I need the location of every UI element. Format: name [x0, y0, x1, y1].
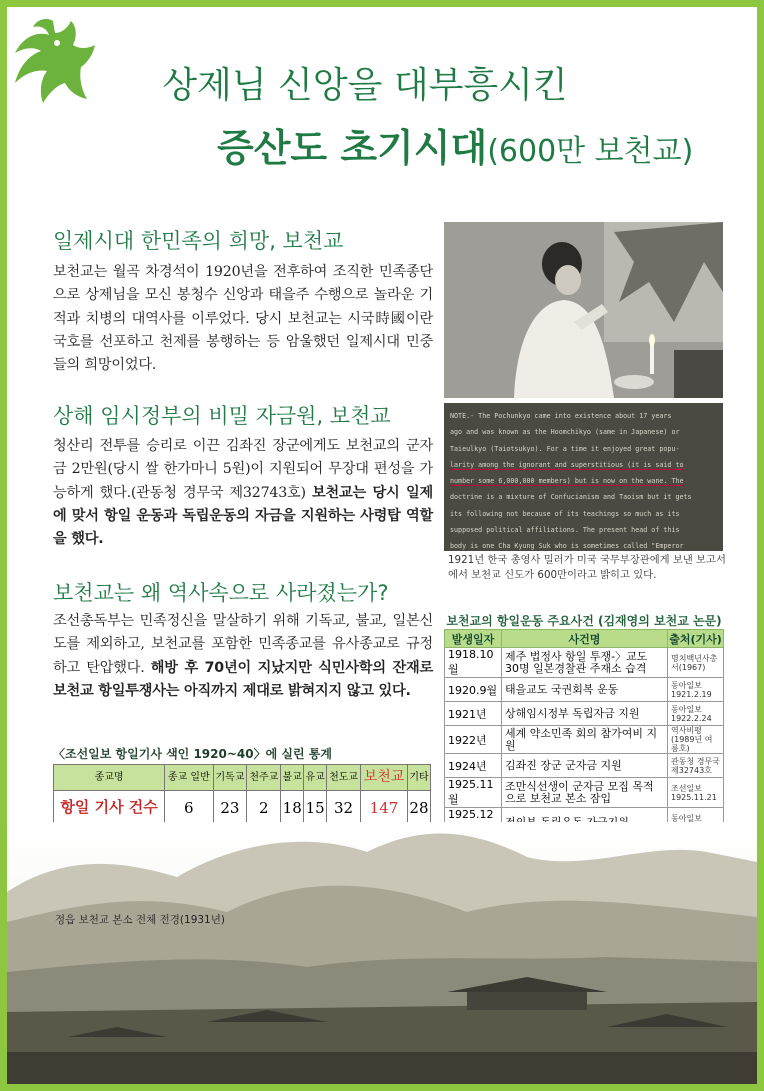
doc-line-underlined: larity among the ignorant and superstitious (it is said to [450, 460, 684, 469]
stats-value: 32 [327, 791, 361, 825]
doc-line: its following not because of its teachings so much as its [450, 509, 680, 518]
event-source: 동아일보 1922.2.24 [668, 702, 724, 726]
stats-value: 28 [407, 791, 430, 825]
stats-header-cell: 천도교 [327, 765, 361, 791]
event-source: 조선일보 1925.11.21 [668, 778, 724, 808]
section3-text: 조선총독부는 민족정신을 말살하기 위해 기독교, 불교, 일본신도를 제외하고, 보천교를 포함한 민족종교를 유사종교로 규정하고 탄압했다. [53, 613, 433, 676]
event-source: 관동청 경무국 제32743호 [668, 754, 724, 778]
table-row [445, 678, 724, 702]
event-date: 1918.10월 [445, 648, 502, 678]
stats-header-cell: 종교명 [54, 765, 165, 791]
events-table [444, 629, 724, 838]
event-date: 1925.12 [445, 808, 502, 838]
event-source: 역사비평(1989년 여름호) [668, 726, 724, 754]
stats-value-highlight: 147 [361, 791, 408, 825]
table-row [445, 702, 724, 726]
section3-heading: 보천교는 왜 역사속으로 사라졌는가? [53, 581, 389, 605]
doc-line: NOTE.- The Pochunkyo came into existence about 17 years [450, 412, 672, 420]
stats-header-cell: 기타 [407, 765, 430, 791]
table-row [445, 754, 724, 778]
title-sub: (600만 보천교) [487, 134, 694, 169]
event-date: 1920.9월 [445, 678, 502, 702]
stats-header-cell: 종교 일반 [165, 765, 213, 791]
stats-value: 23 [213, 791, 247, 825]
doc-line [450, 473, 717, 489]
events-table-header [445, 630, 724, 648]
doc-line: supposed political affiliations. The present head of this [450, 526, 680, 535]
event-name: 상해임시정부 독립자금 지원 [502, 702, 668, 726]
stats-value: 18 [281, 791, 304, 825]
praying-woman-illustration [444, 222, 723, 398]
document-caption: 1921년 한국 총영사 밀러가 미국 국무부장관에게 보낸 보고서에서 보천교 신도가 600만이라고 밝히고 있다. [448, 554, 726, 581]
section2-text: 청산리 전투를 승리로 이끈 김좌진 장군에게도 보천교의 군자금 2만원(당시 쌀 한가마니 5원)이 지원되어 무장대 편성을 가능하게 했다.(관동청 경무국 제32743호) [53, 438, 433, 501]
event-name: 조만식선생이 군자금 모집 목적으로 보천교 본소 잠입 [502, 778, 668, 808]
doc-line: Taieulkyo (Taiotsukyo). For a time it enjoyed great popu- [450, 444, 680, 453]
section1-heading: 일제시대 한민족의 희망, 보천교 [53, 229, 344, 253]
bird-logo-icon [7, 13, 99, 109]
section3-body [53, 610, 433, 703]
stats-table [53, 764, 431, 825]
events-table-title: 보천교의 항일운동 주요사건 (김재영의 보천교 논문) [446, 614, 722, 628]
section2-heading: 상해 임시정부의 비밀 자금원, 보천교 [53, 404, 391, 428]
event-source: 명치백년사총서(1967) [668, 648, 724, 678]
stats-header-cell: 유교 [304, 765, 327, 791]
table-row [445, 726, 724, 754]
bocheongyo-headquarters-photo [7, 822, 757, 1084]
stats-header-row [54, 765, 431, 791]
doc-line-underlined: number some 6,000,000 members) but is now on the wane. The [450, 477, 684, 486]
event-date: 1925.11월 [445, 778, 502, 808]
header-event: 사건명 [502, 630, 668, 648]
doc-line: doctrine is a mixture of Confucianism and Taoism but it gets [450, 493, 692, 502]
table-row [445, 778, 724, 808]
consul-report-document [444, 403, 723, 551]
praying-woman-photo [444, 222, 723, 398]
doc-line [450, 457, 717, 473]
event-source: 동아일보 [668, 808, 724, 838]
event-name: 태을교도 국권회복 운동 [502, 678, 668, 702]
title-main: 증산도 초기시대 [217, 126, 488, 170]
poster-page [7, 7, 757, 1084]
stats-header-cell: 천주교 [247, 765, 281, 791]
stats-header-cell: 불교 [281, 765, 304, 791]
stats-value: 15 [304, 791, 327, 825]
header-date: 발생일자 [445, 630, 502, 648]
event-date: 1924년 [445, 754, 502, 778]
bottom-photo-caption: 정읍 보천교 본소 전체 전경(1931년) [55, 914, 225, 926]
event-source: 동아일보 1921.2.19 [668, 678, 724, 702]
event-name: 세계 약소민족 회의 참가여비 지원 [502, 726, 668, 754]
stats-value: 6 [165, 791, 213, 825]
stats-value: 2 [247, 791, 281, 825]
doc-line: ago and was known as the Hoomchikyo (same in Japanese) or [450, 428, 680, 437]
stats-header-cell: 기독교 [213, 765, 247, 791]
section3-bold-text: 해방 후 70년이 지났지만 식민사학의 잔재로 보천교 항일투쟁사는 아직까지 제대로 밝혀지지 않고 있다. [53, 659, 433, 699]
stats-table-title: 〈조선일보 항일기사 색인 1920~40〉에 실린 통계 [53, 747, 332, 761]
stats-row-label: 항일 기사 건수 [54, 791, 165, 825]
doc-line: body is one Cha Kyung Suk who is sometimes called "Emperor [450, 542, 684, 551]
stats-header-cell-highlight: 보천교 [361, 765, 408, 791]
table-row [445, 648, 724, 678]
title-line-1: 상제님 신앙을 대부흥시킨 [162, 65, 568, 106]
event-name: 김좌진 장군 군자금 지원 [502, 754, 668, 778]
event-date: 1921년 [445, 702, 502, 726]
section2-bold-text: 보천교는 당시 일제에 맞서 항일 운동과 독립운동의 자금을 지원하는 사령탑 역할을 했다. [53, 484, 433, 548]
event-date: 1922년 [445, 726, 502, 754]
stats-value-row [54, 791, 431, 825]
header-source: 출처(기사) [668, 630, 724, 648]
title-line-2 [217, 117, 757, 172]
event-name: 제주 법정사 항일 투쟁-〉교도 30명 일본경찰관 주재소 습격 [502, 648, 668, 678]
section1-body: 보천교는 월곡 차경석이 1920년을 전후하여 조직한 민족종단으로 상제님을 모신 봉청수 신앙과 태을주 수행으로 놀라운 기적과 치병의 대역사를 이루었다. 당시 보천교는 시국時國이란 국호를 선포하고 천제를 봉행하는 등 암울했던 일제시대 민중들의 희망이었다. [53, 264, 433, 374]
section2-body [53, 435, 433, 551]
